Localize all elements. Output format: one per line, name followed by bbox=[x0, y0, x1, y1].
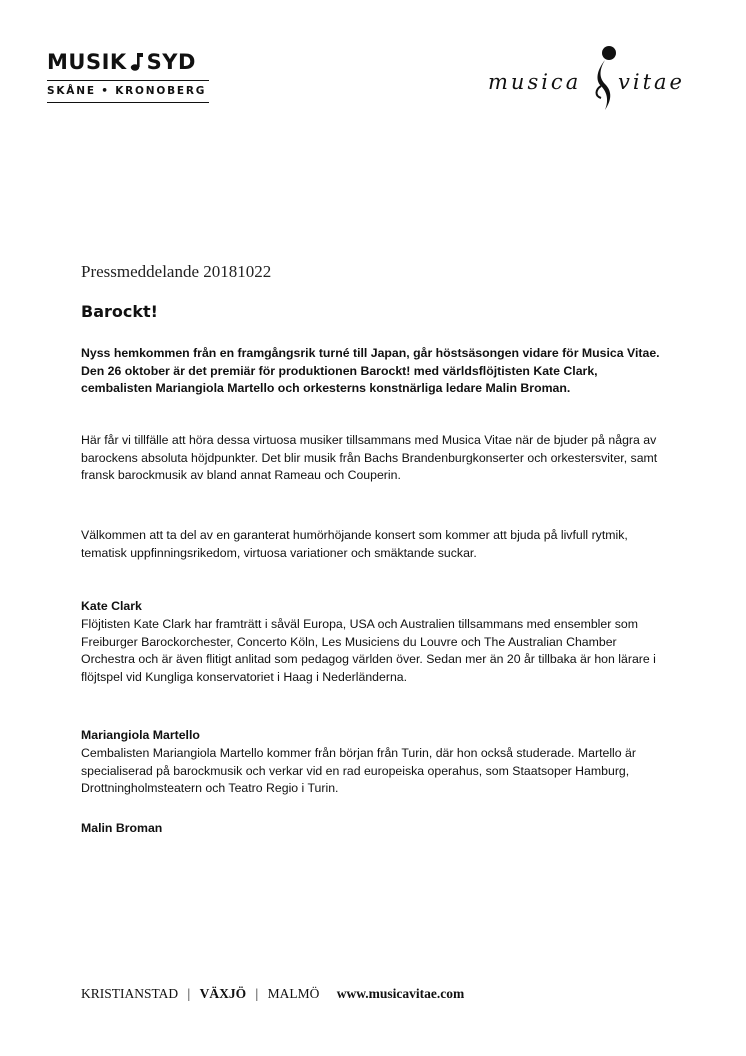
music-note-icon bbox=[130, 52, 144, 72]
footer-separator: | bbox=[187, 986, 191, 1001]
logo-word-musica: musica bbox=[488, 70, 582, 94]
musica-vitae-logo bbox=[488, 44, 708, 114]
footer-city-malmo: MALMÖ bbox=[267, 986, 320, 1001]
logo-word-syd: SYD bbox=[146, 50, 196, 74]
page-title: Barockt! bbox=[81, 302, 158, 321]
footer-city-kristianstad: KRISTIANSTAD bbox=[81, 986, 179, 1001]
bio-text-mariangiola-martello: Cembalisten Mariangiola Martello kommer från början från Turin, där hon också studerade. Martello är specialiserad på barockmusik och verkar vid en rad europeiska operahus, som Staatsoper Hamburg, Drottningholmsteatern och Teatro Regio i Turin. bbox=[81, 746, 636, 795]
bio-text-kate-clark: Flöjtisten Kate Clark har framträtt i såväl Europa, USA och Australien tillsammans med ensembler som Freiburger Barockorchester, Concerto Köln, Les Musiciens du Louvre och The Australian Chamber Orchestra och är även flitigt anlitad som pedagog världen över. Sedan mer än 20 år tillbaka är hon lärare i flöjtspel vid Kungliga konservatoriet i Haag i Nederländerna. bbox=[81, 617, 656, 684]
logo-underline bbox=[47, 102, 209, 103]
bio-title-malin-broman: Malin Broman bbox=[81, 821, 163, 835]
logo-word-vitae: vitae bbox=[618, 70, 685, 94]
footer-separator: | bbox=[255, 986, 259, 1001]
bio-title-kate-clark: Kate Clark bbox=[81, 599, 142, 613]
logo-subtitle: SKÅNE • KRONOBERG bbox=[47, 85, 207, 97]
footer bbox=[81, 986, 464, 1002]
press-release-label: Pressmeddelande 20181022 bbox=[81, 262, 272, 281]
footer-city-vaxjo: VÄXJÖ bbox=[199, 986, 247, 1001]
violin-scroll-icon bbox=[591, 44, 621, 114]
logo-word-musik: MUSIK bbox=[47, 50, 127, 74]
body-paragraph-2: Välkommen att ta del av en garanterat humörhöjande konsert som kommer att bjuda på livfull rytmik, tematisk uppfinningsrikedom, virtuosa variationer och smäktande suckar. bbox=[81, 528, 628, 560]
body-paragraph-1: Här får vi tillfälle att höra dessa virtuosa musiker tillsammans med Musica Vitae när de bjuder på några av barockens absoluta höjdpunkter. Det blir musik från Bachs Brandenburgkonserter och orkestersviter, samt fransk barockmusik av bland annat Rameau och Couperin. bbox=[81, 433, 658, 482]
musik-i-syd-wordmark bbox=[47, 49, 209, 75]
logo-divider bbox=[47, 80, 209, 81]
lead-paragraph: Nyss hemkommen från en framgångsrik turné till Japan, går höstsäsongen vidare för Musica Vitae. Den 26 oktober är det premiär för produktionen Barockt! med världsflöjtisten Kate Clark, cembalisten Mariangiola Martello och orkesterns konstnärliga ledare Malin Broman. bbox=[81, 346, 660, 395]
bio-title-mariangiola-martello: Mariangiola Martello bbox=[81, 728, 200, 742]
footer-website-link[interactable]: www.musicavitae.com bbox=[336, 986, 465, 1001]
musik-i-syd-logo bbox=[47, 49, 209, 103]
